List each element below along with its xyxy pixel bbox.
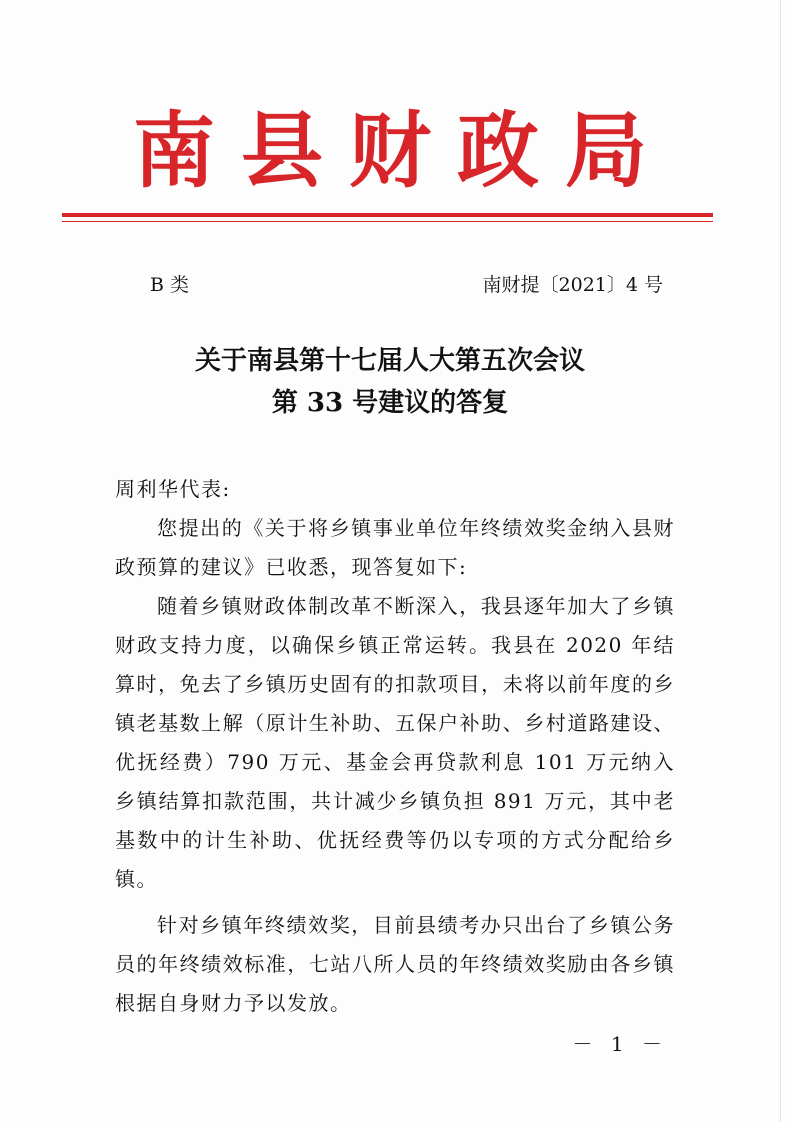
body-paragraph-3: 针对乡镇年终绩效奖，目前县绩考办只出台了乡镇公务员的年终绩效标准，七站八所人员的年终绩效奖励由各乡镇根据自身财力予以发放。 [115,913,675,1015]
body-paragraph-2: 随着乡镇财政体制改革不断深入，我县逐年加大了乡镇财政支持力度，以确保乡镇正常运转。我县在 2020 年结算时，免去了乡镇历史固有的扣款项目，未将以前年度的乡镇老基数上解（原计生补助、五保户补助、乡村道路建设、优抚经费）790 万元、基金会再贷款利息 101 万元纳入乡镇结算扣款范围，共计减少乡镇负担 891 万元，其中老基数中的计生补助、优抚经费等仍以专项的方式分配给乡镇。 [115,594,675,891]
masthead-red-rule-thin [62,221,713,222]
scan-edge-line [780,0,781,1122]
document-title [100,340,680,424]
document-number: 南财提〔2021〕4 号 [482,274,663,296]
title-line-1: 关于南县第十七届人大第五次会议 [194,346,585,376]
title-line-2: 第 33 号建议的答复 [271,388,509,418]
masthead-title: 南县财政局 [132,103,673,199]
page-number: － 1 － [572,1032,668,1056]
document-body [115,470,675,1023]
masthead-red-rule-thick [62,213,713,217]
body-paragraph-1: 您提出的《关于将乡镇事业单位年终绩效奖金纳入县财政预算的建议》已收悉，现答复如下: [115,516,675,579]
classification-label: B 类 [150,274,190,296]
salutation: 周利华代表: [115,477,231,501]
